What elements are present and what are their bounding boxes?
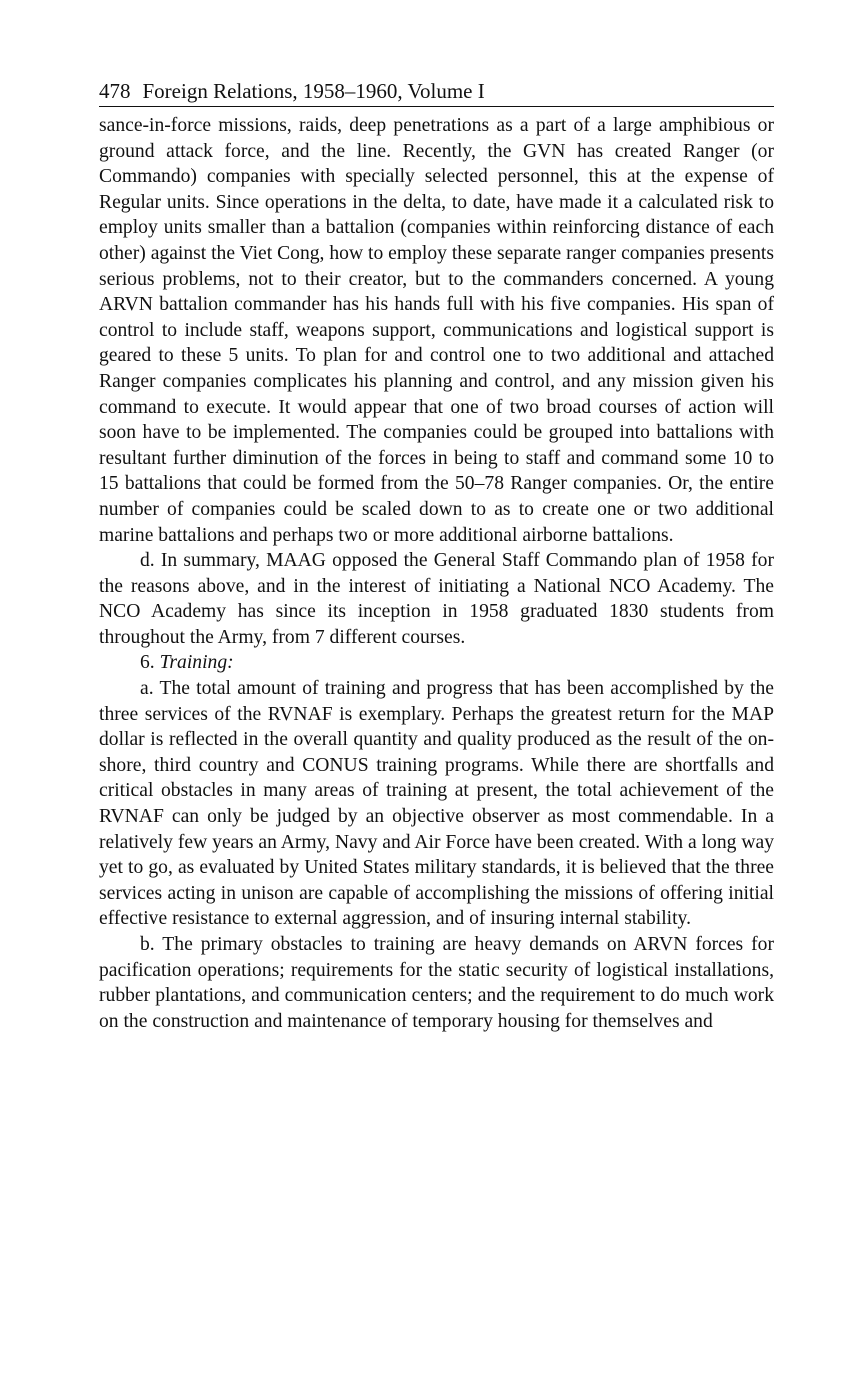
running-title: Foreign Relations, 1958–1960, Volume I (142, 79, 485, 103)
page-number: 478 (99, 79, 131, 103)
section-number: 6. (140, 652, 155, 674)
running-header (99, 78, 774, 107)
section-heading-training (99, 650, 774, 676)
paragraph-summary: d. In summary, MAAG opposed the General Staff Commando plan of 1958 for the reasons above, and in the interest of initiating a National NCO Academy. The NCO Academy has since its inception in 1958 graduated 1830 students from throughout the Army, from 7 different courses. (99, 550, 774, 648)
body-text (99, 113, 774, 1034)
paragraph-training-a: a. The total amount of training and progress that has been accomplished by the three services of the RVNAF is exemplary. Perhaps the greatest return for the MAP dollar is reflected in the overall quantity and quality produced as the result of the on-shore, third country and CONUS training programs. While there are shortfalls and critical obstacles in many areas of training at present, the total achievement of the RVNAF can only be judged by an objective observer as most commendable. In a relatively few years an Army, Navy and Air Force have been created. With a long way yet to go, as evaluated by United States military standards, it is believed that the three services acting in unison are capable of accomplishing the missions of offering initial effective resistance to external aggression, and of insuring internal stability. (99, 678, 774, 930)
document-page (99, 78, 774, 1034)
paragraph-training-b: b. The primary obstacles to training are heavy demands on ARVN forces for pacification operations; requirements for the static security of logistical installations, rubber plantations, and communication centers; and the requirement to do much work on the construction and maintenance of temporary housing for themselves and (99, 934, 774, 1032)
section-title: Training: (159, 652, 234, 674)
paragraph-continued: sance-in-force missions, raids, deep penetrations as a part of a large amphibious or ground attack force, and the line. Recently, the GVN has created Ranger (or Commando) companies with specially selected personnel, this at the expense of Regular units. Since operations in the delta, to date, have made it a calculated risk to employ units smaller than a battalion (companies within reinforcing distance of each other) against the Viet Cong, how to employ these separate ranger companies presents serious problems, not to their creator, but to the commanders concerned. A young ARVN battalion commander has his hands full with his five companies. His span of control to include staff, weapons support, communications and logistical support is geared to these 5 units. To plan for and control one to two additional and attached Ranger companies complicates his planning and control, and any mission given his command to execute. It would appear that one of two broad courses of action will soon have to be implemented. The companies could be grouped into battalions with resultant further diminution of the forces in being to staff and command some 10 to 15 battalions that could be formed from the 50–78 Ranger companies. Or, the entire number of companies could be scaled down to as to create one or two additional marine battalions and perhaps two or more additional airborne battalions. (99, 115, 774, 546)
